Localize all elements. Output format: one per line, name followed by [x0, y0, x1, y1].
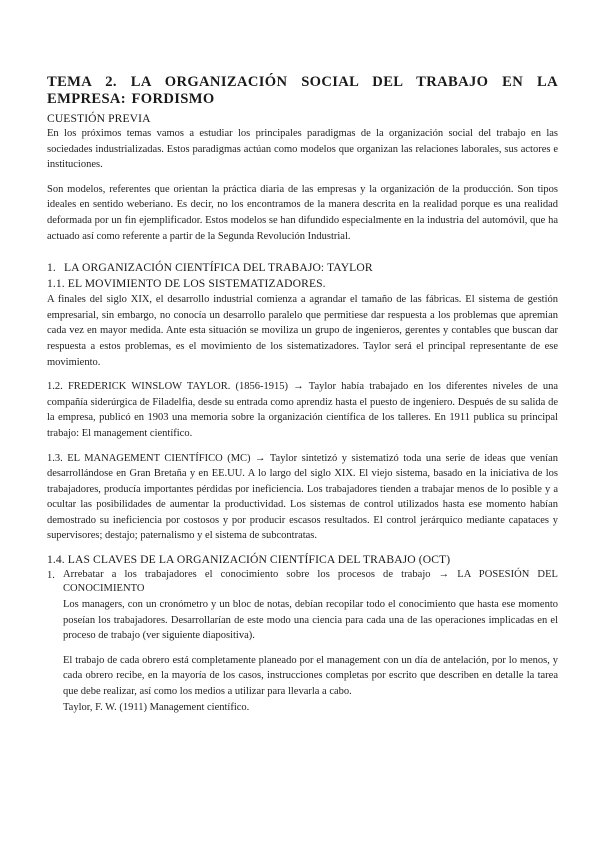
section-1-title: LA ORGANIZACIÓN CIENTÍFICA DEL TRABAJO: TAYLOR	[64, 261, 373, 275]
subsection-1-1-heading: 1.1. EL MOVIMIENTO DE LOS SISTEMATIZADORES.	[47, 277, 326, 291]
list-item	[47, 568, 558, 715]
list-item-lead: Arrebatar a los trabajadores el conocimiento sobre los procesos de trabajo → LA POSESIÓN DEL CONOCIMIENTO	[63, 569, 558, 595]
list-item-number: 1.	[47, 570, 55, 582]
subsection-1-3-text: 1.3. EL MANAGEMENT CIENTÍFICO (MC) → Taylor sintetizó y sistematizó toda una serie de ideas que venían desarrollándose en Gran Bretaña y en EE.UU. A lo largo del siglo XIX. El viejo sistema, basado en la iniciativa de los trabajadores, producía importantes pérdidas por ineficiencia. Los trabajadores tienden a trabajar menos de lo posible y a ocultar las posibilidades de aumentar la productividad. Los sistemas de control utilizados hasta ese momento habían demostrado su ineficiencia por costosos y por producir escasos resultados. El control jerárquico mediante capataces y supervisores; destajo; paternalismo y el sistema de subcontratas.	[47, 452, 558, 542]
list-item-paragraph-1: Los managers, con un cronómetro y un bloc de notas, debían recopilar todo el conocimiento que hasta ese momento poseían los trabajadores. Desarrollarían de este modo una ciencia para cada una de las operaciones implicadas en el proceso de trabajo (ver siguiente diapositiva).	[63, 599, 558, 642]
list-item-quote: El trabajo de cada obrero está completamente planeado por el management con un día de antelación, por lo menos, y cada obrero recibe, en la mayoría de los casos, instrucciones completas por escrito que describen en detalle la tarea que debe realizar, así como los medios a utilizar para llevarla a cabo.	[63, 654, 558, 698]
subsection-1-2-text: 1.2. FREDERICK WINSLOW TAYLOR. (1856-1915) → Taylor había trabajado en los diferentes niveles de una compañía siderúrgica de Filadelfia, desde su entrada como aprendiz hasta el puesto de ingeniero. Después de su salida de la empresa, publicó en 1903 una memoria sobre la organización científica de los talleres. En 1911 publica su principal trabajo: El management científico.	[47, 381, 558, 439]
list-item-citation: Taylor, F. W. (1911) Management científico.	[63, 701, 250, 713]
subsection-1-1-text: A finales del siglo XIX, el desarrollo industrial comienza a agrandar el tamaño de las fábricas. El sistema de gestión empresarial, sin embargo, no conocía un desarrollo paralelo que permitiese dar respuesta a los problemas que apremian cada vez en mayor medida. Ante esta situación se moviliza un grupo de ingenieros, gerentes y contables que buscan dar respuesta a estos problemas, es el movimiento de los sistematizadores. Taylor será el principal representante de ese movimiento.	[47, 294, 558, 368]
document-title: TEMA 2. LA ORGANIZACIÓN SOCIAL DEL TRABAJO EN LA EMPRESA: FORDISMO	[47, 74, 558, 107]
previa-paragraph-1: En los próximos temas vamos a estudiar los principales paradigmas de la organización social del trabajo en las sociedades industrializadas. Estos paradigmas actúan como modelos que organizan las relaciones laborales, sus actores e instituciones.	[47, 128, 558, 171]
section-1-heading	[47, 261, 558, 275]
previa-heading: CUESTIÓN PREVIA	[47, 112, 151, 125]
previa-paragraph-2: Son modelos, referentes que orientan la práctica diaria de las empresas y la organización de la producción. Son tipos ideales en sentido weberiano. Es decir, no los encontramos de la manera descrita en la realidad porque es una realidad deformada por un fin ejemplificador. Estos modelos se han difundido especialmente en la industria del automóvil, que ha actuado así como referente a partir de la Segunda Revolución Industrial.	[47, 183, 558, 242]
section-1-number: 1.	[47, 261, 56, 275]
document-page	[47, 74, 558, 715]
subsection-1-4-heading: 1.4. LAS CLAVES DE LA ORGANIZACIÓN CIENTÍFICA DEL TRABAJO (OCT)	[47, 553, 451, 567]
